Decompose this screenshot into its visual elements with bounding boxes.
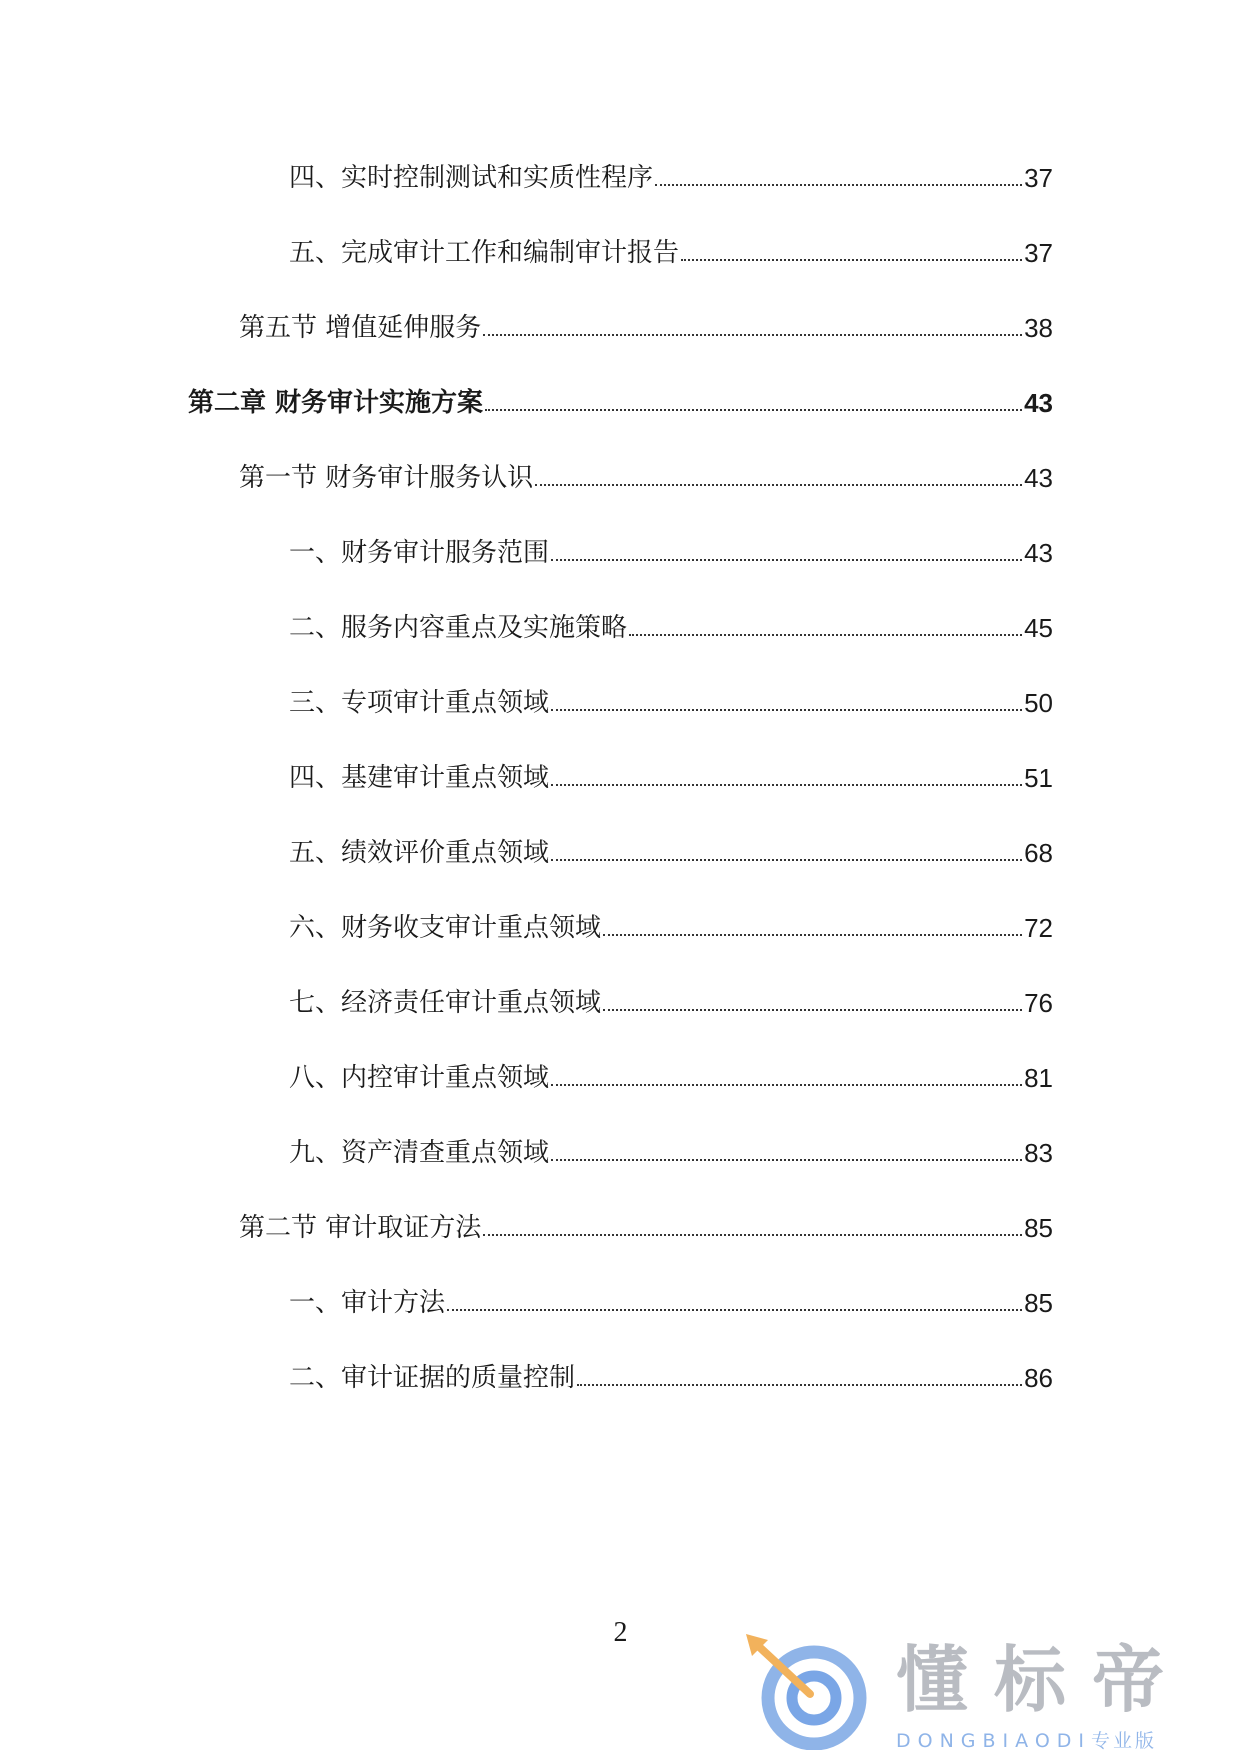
toc-entry-title: 二、审计证据的质量控制 [289, 1363, 576, 1393]
toc-leader-dots [551, 709, 1022, 711]
toc-entry[interactable] [289, 605, 1053, 645]
toc-entry-page: 37 [1024, 163, 1053, 193]
toc-entry-page: 43 [1024, 388, 1053, 418]
toc-leader-dots [577, 1384, 1022, 1386]
toc-leader-dots [551, 859, 1022, 861]
toc-entry-page: 76 [1024, 988, 1053, 1018]
toc-entry-title: 二、服务内容重点及实施策略 [289, 613, 628, 643]
toc-entry-title: 一、审计方法 [289, 1288, 446, 1318]
toc-entry-page: 85 [1024, 1288, 1053, 1318]
toc-entry[interactable] [289, 1130, 1053, 1170]
toc-entry-title: 第五节 增值延伸服务 [239, 313, 482, 343]
toc-leader-dots [483, 1234, 1022, 1236]
toc-leader-dots [681, 259, 1022, 261]
toc-entry[interactable] [239, 455, 1053, 495]
toc-entry-title: 第一节 财务审计服务认识 [239, 463, 534, 493]
toc-entry-title: 七、经济责任审计重点领域 [289, 988, 602, 1018]
toc-entry-title: 第二章 财务审计实施方案 [188, 388, 484, 418]
toc-entry-page: 68 [1024, 838, 1053, 868]
toc-entry-title: 九、资产清查重点领域 [289, 1138, 550, 1168]
toc-entry-chapter[interactable] [188, 380, 1053, 420]
toc-entry-title: 三、专项审计重点领域 [289, 688, 550, 718]
toc-leader-dots [485, 409, 1022, 411]
toc-leader-dots [551, 1159, 1022, 1161]
toc-entry-page: 43 [1024, 538, 1053, 568]
watermark-subtitle [896, 1726, 1157, 1753]
toc-entry-page: 83 [1024, 1138, 1053, 1168]
toc-entry[interactable] [289, 1055, 1053, 1095]
toc-entry-page: 85 [1024, 1213, 1053, 1243]
toc-entry-title: 五、绩效评价重点领域 [289, 838, 550, 868]
toc-leader-dots [655, 184, 1022, 186]
toc-entry-title: 八、内控审计重点领域 [289, 1063, 550, 1093]
toc-entry-title: 四、基建审计重点领域 [289, 763, 550, 793]
toc-leader-dots [603, 934, 1022, 936]
toc-entry[interactable] [289, 1355, 1053, 1395]
target-logo-icon [744, 1634, 874, 1750]
toc-entry-page: 37 [1024, 238, 1053, 268]
toc-entry[interactable] [289, 980, 1053, 1020]
watermark [744, 1634, 1224, 1750]
toc-entry[interactable] [289, 1280, 1053, 1320]
toc-leader-dots [483, 334, 1022, 336]
toc-entry[interactable] [289, 155, 1053, 195]
toc-entry-page: 51 [1024, 763, 1053, 793]
toc-leader-dots [551, 559, 1022, 561]
watermark-edition: 专业版 [1091, 1730, 1158, 1752]
toc-leader-dots [551, 1084, 1022, 1086]
page-number: 2 [613, 1617, 628, 1648]
toc-leader-dots [447, 1309, 1022, 1311]
toc-entry-title: 一、财务审计服务范围 [289, 538, 550, 568]
toc-entry[interactable] [239, 1205, 1053, 1245]
toc-leader-dots [551, 784, 1022, 786]
toc-entry-title: 六、财务收支审计重点领域 [289, 913, 602, 943]
toc-entry-title: 第二节 审计取证方法 [239, 1213, 482, 1243]
toc-entry[interactable] [289, 755, 1053, 795]
toc-entry[interactable] [289, 530, 1053, 570]
watermark-subtitle-latin: DONGBIAODI [896, 1730, 1092, 1752]
toc-entry-page: 38 [1024, 313, 1053, 343]
toc-entry[interactable] [289, 905, 1053, 945]
toc-entry[interactable] [289, 680, 1053, 720]
watermark-brand: 懂标帝 [896, 1638, 1191, 1722]
toc-entry-title: 五、完成审计工作和编制审计报告 [289, 238, 680, 268]
toc-entry-page: 50 [1024, 688, 1053, 718]
toc-leader-dots [603, 1009, 1022, 1011]
toc-leader-dots [629, 634, 1022, 636]
toc-leader-dots [535, 484, 1022, 486]
toc-entry-page: 43 [1024, 463, 1053, 493]
toc-entry-page: 81 [1024, 1063, 1053, 1093]
toc-entry[interactable] [289, 230, 1053, 270]
toc-entry-page: 86 [1024, 1363, 1053, 1393]
toc-entry-page: 45 [1024, 613, 1053, 643]
toc-entry-page: 72 [1024, 913, 1053, 943]
toc-entry[interactable] [239, 305, 1053, 345]
toc-entry[interactable] [289, 830, 1053, 870]
toc-entry-title: 四、实时控制测试和实质性程序 [289, 163, 654, 193]
